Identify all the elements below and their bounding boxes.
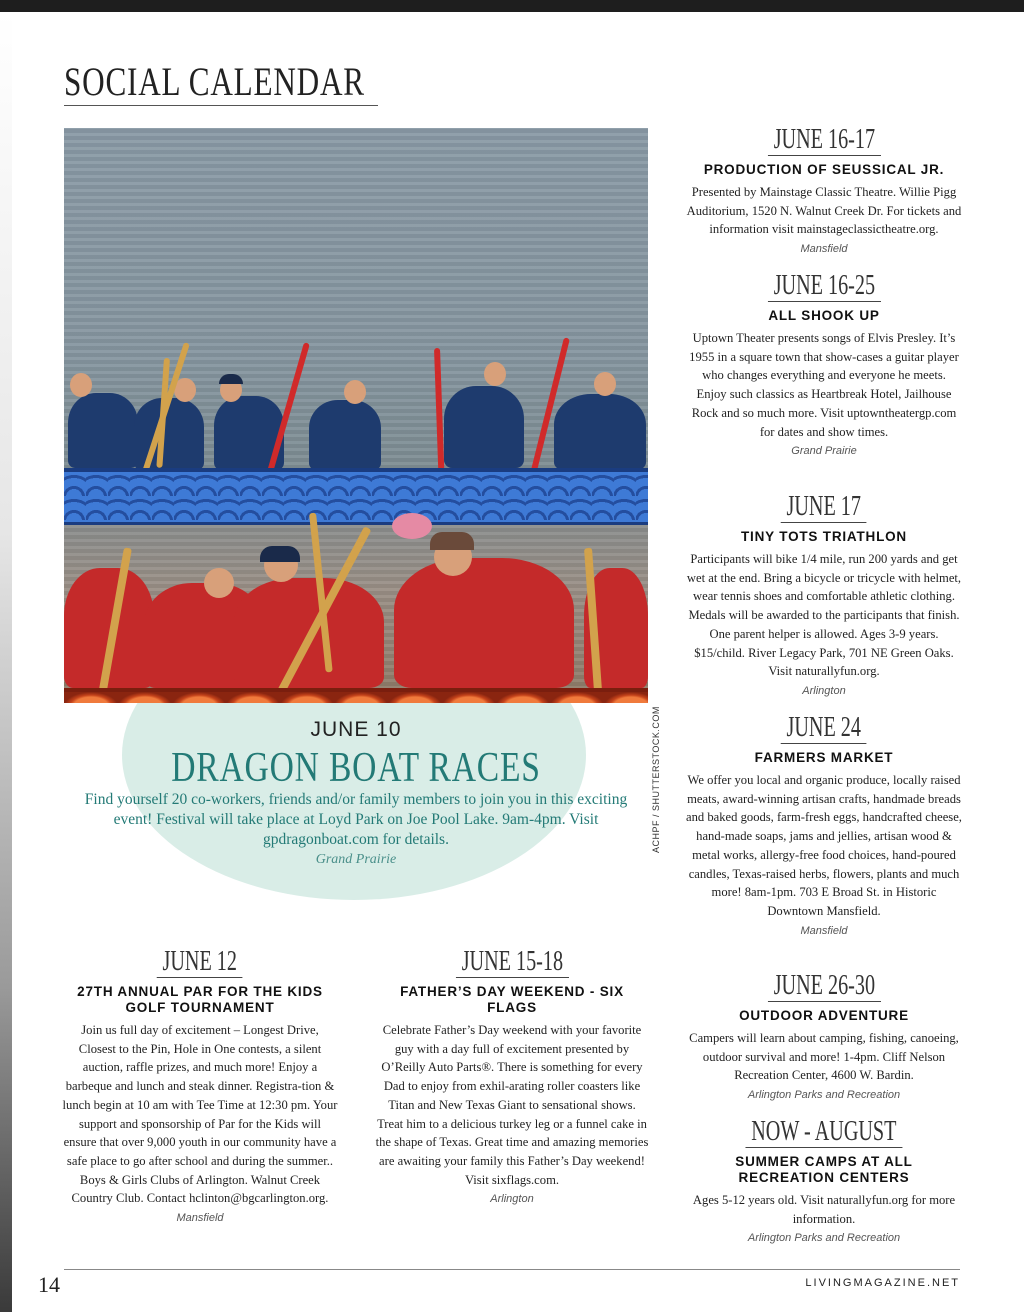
- event-date: JUNE 16-25: [768, 271, 881, 302]
- event-body: Join us full day of excitement – Longest Drive, Closest to the Pin, Hole in One contests, a silent auction, raffle prizes, and much more! Enjoy a barbeque and lunch and steak dinner. Registra-tion & lunch begin at 10 am with Tee Time at 12:30 pm. Your support and sponsorship of Par for the Kids will ensure that over 9,000 youth in our community have a safe place to go after school and during the summer.. Boys & Girls Clubs of Arlington. Walnut Creek Country Club. Contact hclinton@bgcarlington.org.: [62, 1023, 338, 1206]
- event-outdoor-adventure: [686, 971, 962, 1101]
- event-title: PRODUCTION OF SEUSSICAL JR.: [703, 162, 945, 177]
- page-edge-shadow: [0, 12, 12, 1312]
- event-farmers-market: [686, 713, 962, 937]
- page-number: 14: [38, 1272, 60, 1297]
- event-title: SUMMER CAMPS AT ALL RECREATION CENTERS: [735, 1154, 913, 1185]
- blue-boat: [64, 468, 648, 525]
- page-title: SOCIAL CALENDAR: [64, 59, 365, 104]
- event-date: JUNE 12: [157, 947, 243, 978]
- event-summer-camps: [686, 1117, 962, 1244]
- event-title: FARMERS MARKET: [754, 750, 894, 765]
- event-location: Mansfield: [800, 924, 848, 937]
- footer-rule: [64, 1269, 960, 1270]
- event-body: Ages 5-12 years old. Visit naturallyfun.org for more information.: [692, 1193, 956, 1226]
- title-rule: [64, 105, 378, 106]
- event-date: NOW - AUGUST: [746, 1117, 903, 1148]
- event-location: Grand Prairie: [791, 445, 857, 458]
- event-location: Mansfield: [800, 243, 848, 256]
- event-location: Mansfield: [176, 1212, 224, 1225]
- event-all-shook-up: [686, 271, 962, 457]
- site-url: LIVINGMAGAZINE.NET: [805, 1277, 960, 1289]
- event-location: Arlington: [490, 1193, 534, 1206]
- event-body: Participants will bike 1/4 mile, run 200 yards and get wet at the end. Bring a bicycle or tricycle with helmet, wear tennis shoes and comfortable athletic clothing. Medals will be awarded to the participants that finish. One parent helper is allowed. Ages 3-9 years. $15/child. River Legacy Park, 701 NE Green Oaks. Visit naturallyfun.org.: [686, 552, 962, 679]
- featured-event: [64, 718, 648, 868]
- featured-event-title: DRAGON BOAT RACES: [171, 745, 541, 791]
- event-body: We offer you local and organic produce, locally raised meats, award-winning artisan crafts, handmade breads and baked goods, farm-fresh eggs, handcrafted cheese, hand-made soaps, jams and jellies, artisan wood & metal works, allergy-free food choices, hand-poured candles, Texas-raised herbs, flowers, plants and much more! 8am-1pm. 703 E Broad St. in Historic Downtown Mansfield.: [686, 773, 962, 918]
- event-body: Campers will learn about camping, fishing, canoeing, outdoor survival and more! 1-4pm. Cliff Nelson Recreation Center, 4600 W. Bardin.: [689, 1031, 959, 1083]
- event-title: 27TH ANNUAL PAR FOR THE KIDS GOLF TOURNAMENT: [77, 984, 323, 1015]
- featured-event-location: Grand Prairie: [315, 852, 397, 867]
- event-fathers-day-six-flags: [374, 947, 650, 1205]
- event-body: Celebrate Father’s Day weekend with your favorite guy with a day full of excitement presented by O’Reilly Auto Parts®. There is something for every Dad to enjoy from exhil-arating roller coasters like Titan and New Texas Giant to sensational shows. Treat him to a delicious turkey leg or a funnel cake in the shape of Texas. Great time and amazing memories are awaiting your family this Father’s Day weekend! Visit sixflags.com.: [375, 1023, 649, 1187]
- event-title: FATHER’S DAY WEEKEND - SIX FLAGS: [400, 984, 624, 1015]
- event-date: JUNE 24: [781, 713, 867, 744]
- event-date: JUNE 17: [781, 492, 867, 523]
- event-title: OUTDOOR ADVENTURE: [739, 1008, 909, 1023]
- event-body: Uptown Theater presents songs of Elvis Presley. It’s 1955 in a square town that show-cases a guitar player who changes everything and everyone he meets. Enjoy such classics as Heartbreak Hotel, Jailhouse Rock and so much more. Visit uptowntheatergp.com for dates and show times.: [689, 331, 959, 439]
- photo-credit: ACHPF / SHUTTERSTOCK.COM: [651, 706, 661, 853]
- event-location: Arlington: [802, 684, 846, 697]
- red-boat: [64, 688, 648, 703]
- top-bar: [0, 0, 1024, 12]
- event-location: Arlington Parks and Recreation: [747, 1232, 901, 1245]
- event-date: JUNE 16-17: [768, 125, 881, 156]
- event-location: Arlington Parks and Recreation: [747, 1089, 901, 1102]
- featured-event-body: Find yourself 20 co-workers, friends and/or family members to join you in this exciting event! Festival will take place at Loyd Park on Joe Pool Lake. 9am-4pm. Visit gpdragonboat.com for details.: [84, 791, 628, 848]
- event-title: ALL SHOOK UP: [768, 308, 880, 323]
- event-body: Presented by Mainstage Classic Theatre. Willie Pigg Auditorium, 1520 N. Walnut Creek Dr. For tickets and information visit mainstageclassictheatre.org.: [686, 185, 962, 237]
- featured-event-date: JUNE 10: [310, 718, 402, 741]
- event-date: JUNE 15-18: [456, 947, 569, 978]
- event-tiny-tots-triathlon: [686, 492, 962, 697]
- event-date: JUNE 26-30: [768, 971, 881, 1002]
- event-seussical: [686, 125, 962, 255]
- dragon-boat-photo: [64, 128, 648, 703]
- event-title: TINY TOTS TRIATHLON: [741, 529, 907, 544]
- event-par-for-the-kids: [62, 947, 338, 1224]
